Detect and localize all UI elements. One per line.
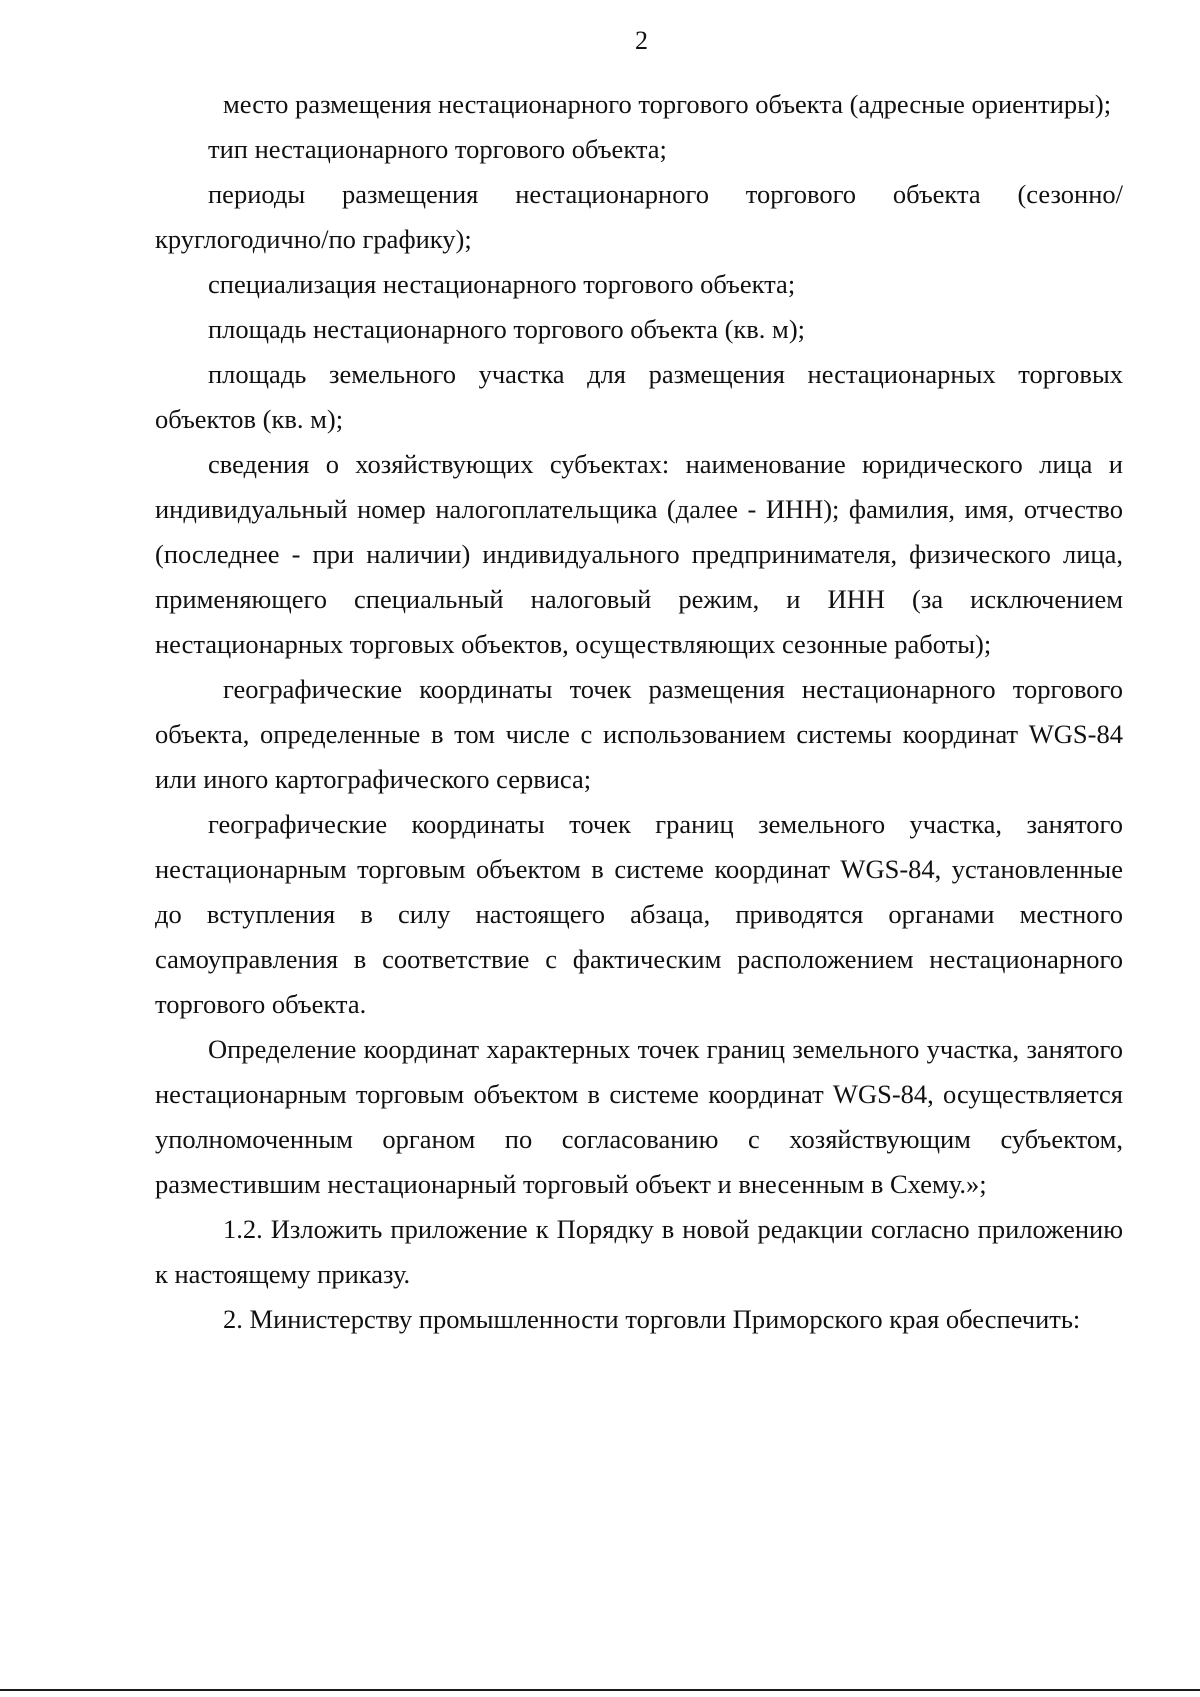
- paragraph-location: место размещения нестационарного торгового объекта (адресные ориентиры);: [223, 89, 1112, 119]
- paragraph-item-1-2: 1.2. Изложить приложение к Порядку в новой редакции согласно приложению к настоящему приказу.: [155, 1214, 1123, 1289]
- paragraph-business-entities: сведения о хозяйствующих субъектах: наименование юридического лица и индивидуальный номер налогоплательщика (далее - ИНН); фамилия, имя, отчество (последнее - при наличии) индивидуального предпринимателя, физического лица, применяющего специальный налоговый режим, и ИНН (за исключением нестационарных торговых объектов, осуществляющих сезонные работы);: [155, 449, 1123, 659]
- paragraph-object-area: площадь нестационарного торгового объекта (кв. м);: [208, 314, 806, 344]
- paragraph-boundary-coordinates: географические координаты точек границ земельного участка, занятого нестационарным торговым объектом в системе координат WGS-84, установленные до вступления в силу настоящего абзаца, приводятся органами местного самоуправления в соответствие с фактическим расположением нестационарного торгового объекта.: [155, 809, 1123, 1019]
- paragraph-geo-coordinates: географические координаты точек размещения нестационарного торгового объекта, определенные в том числе с использованием системы координат WGS-84 или иного картографического сервиса;: [155, 674, 1123, 794]
- paragraph-item-2: 2. Министерству промышленности торговли Приморского края обеспечить:: [223, 1304, 1081, 1334]
- paragraph-coordinate-definition: Определение координат характерных точек границ земельного участка, занятого нестационарным торговым объектом в системе координат WGS-84, осуществляется уполномоченным органом по согласованию с хозяйствующим субъектом, разместившим нестационарный торговый объект и внесенным в Схему.»;: [155, 1034, 1123, 1199]
- paragraph-periods: периоды размещения нестационарного торгового объекта (сезонно/круглогодично/по графику);: [155, 179, 1123, 254]
- paragraph-land-area: площадь земельного участка для размещения нестационарных торговых объектов (кв. м);: [155, 359, 1123, 434]
- bottom-divider: [0, 1689, 1200, 1691]
- paragraph-specialization: специализация нестационарного торгового объекта;: [208, 269, 796, 299]
- page-number: 2: [635, 26, 648, 55]
- document-body: [155, 82, 1123, 1342]
- paragraph-object-type: тип нестационарного торгового объекта;: [208, 134, 667, 164]
